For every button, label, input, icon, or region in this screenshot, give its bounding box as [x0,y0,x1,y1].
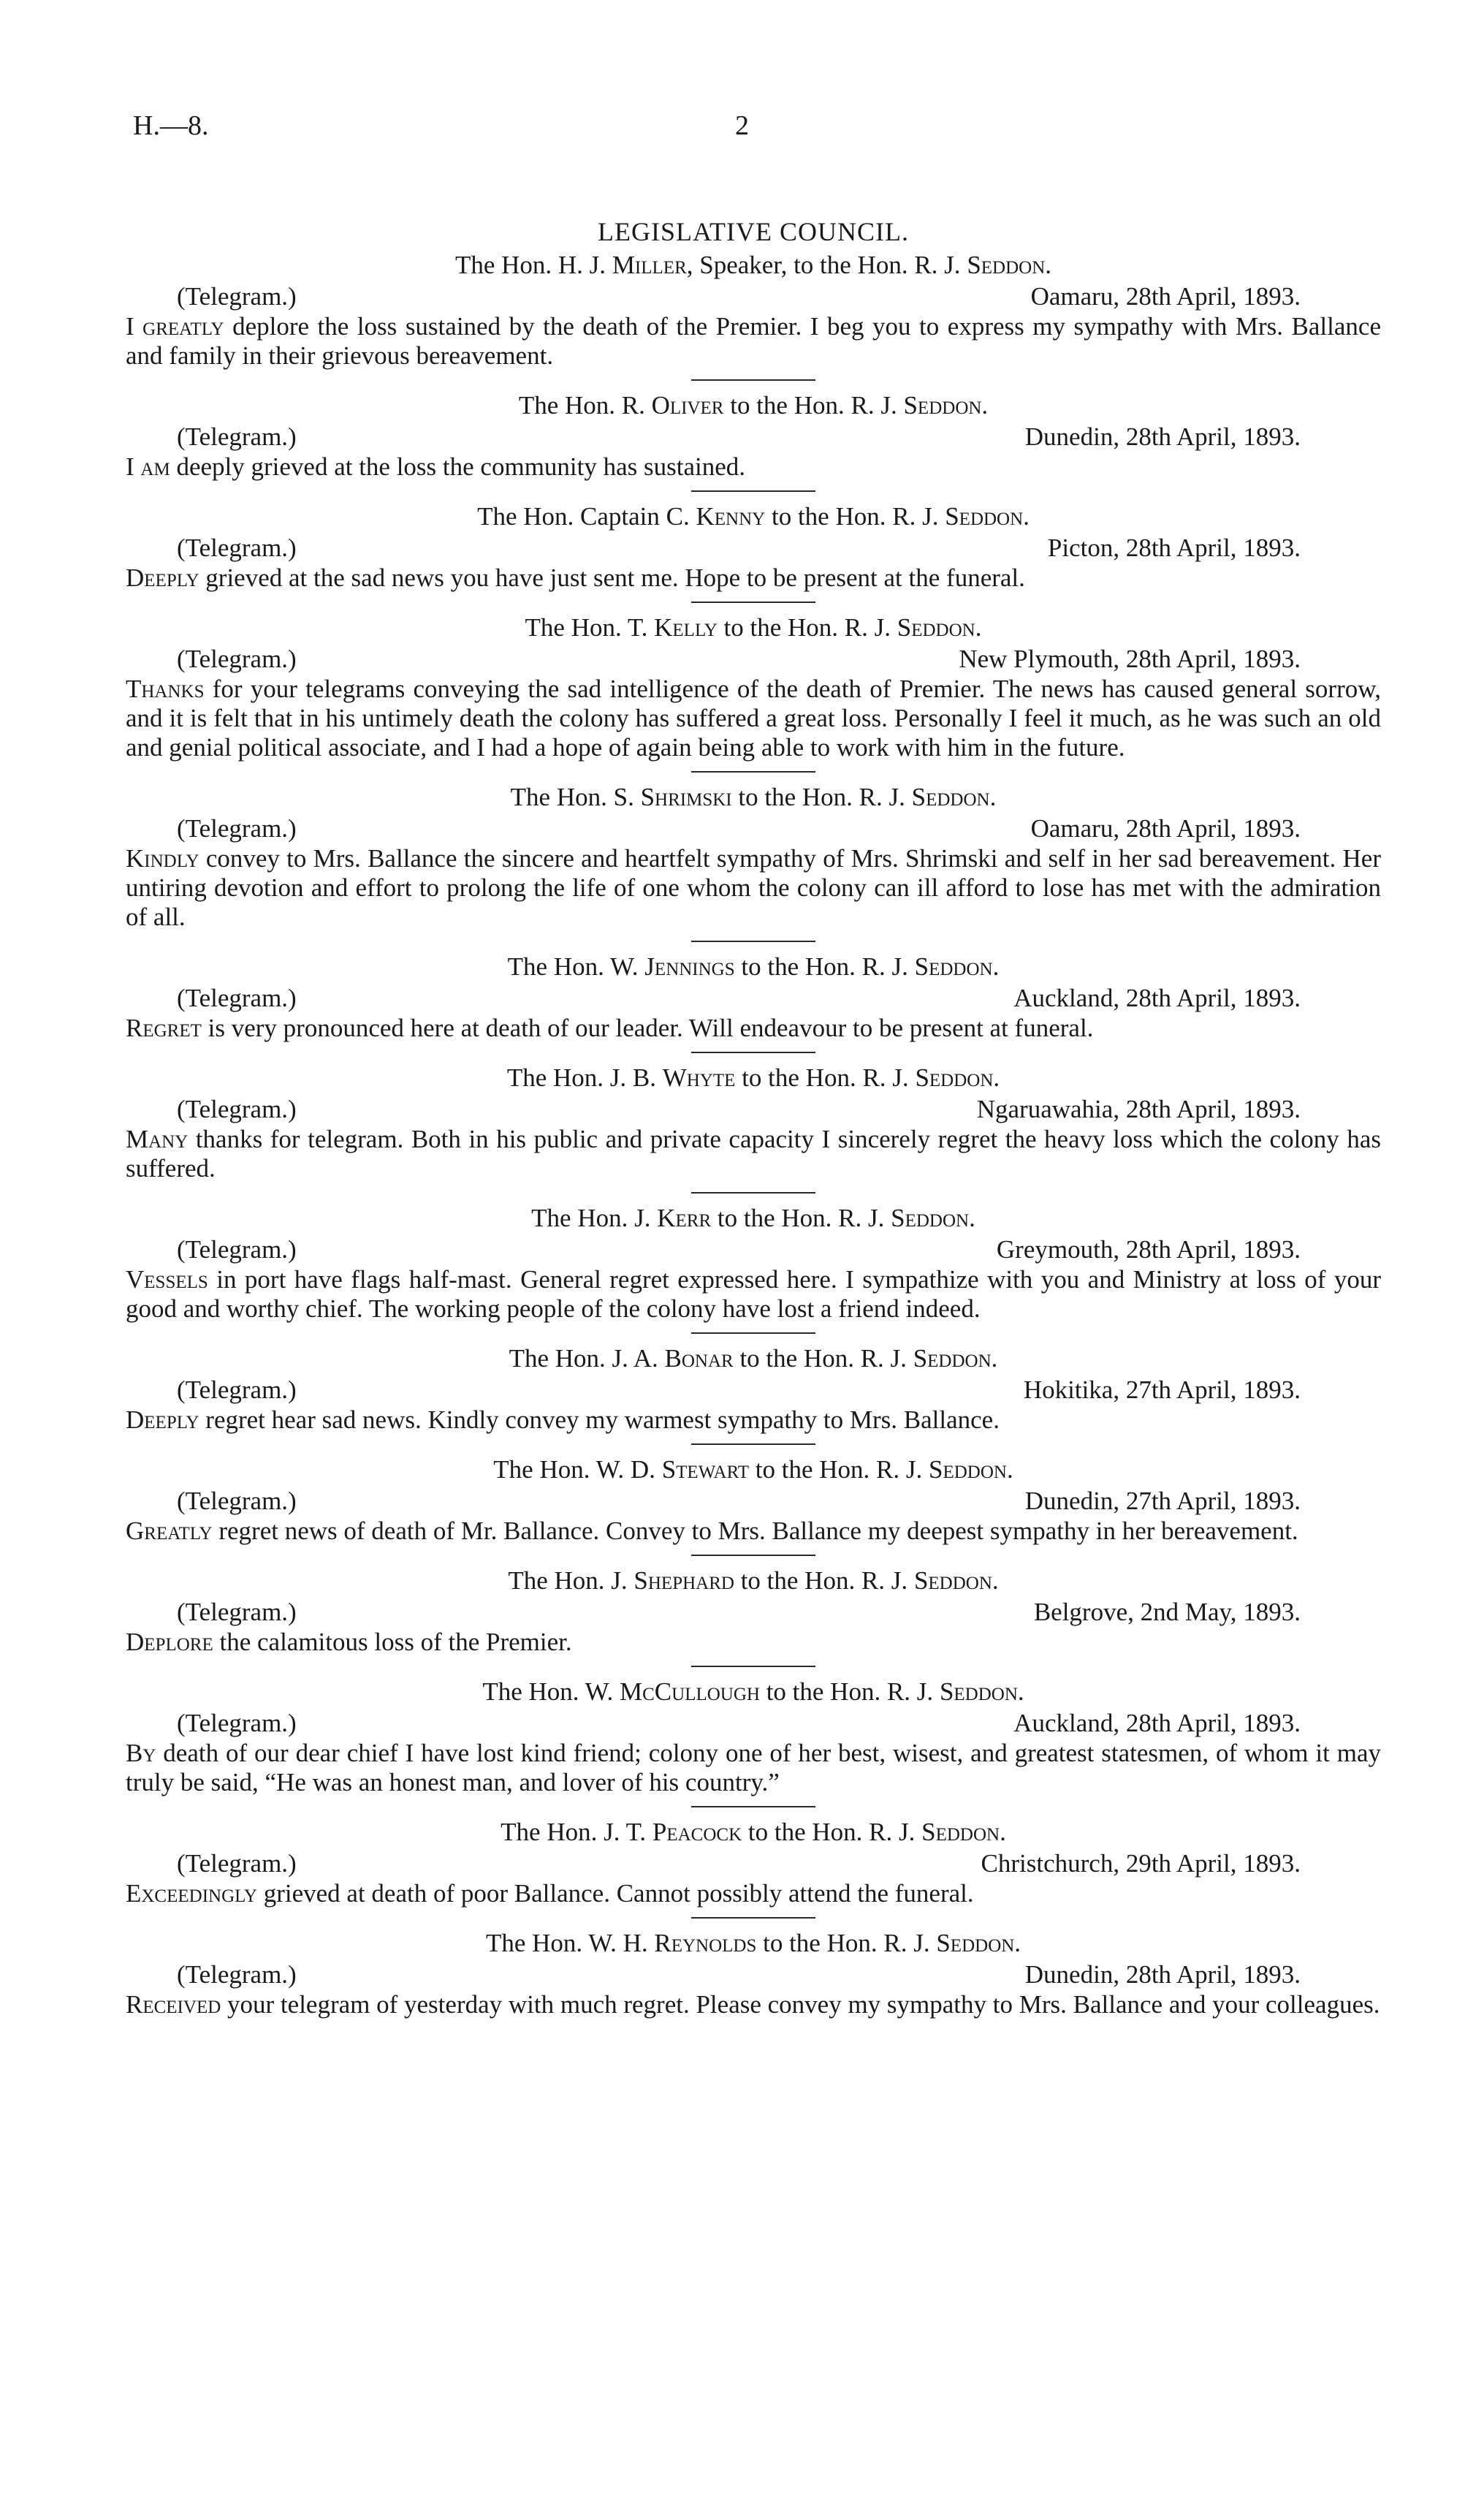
telegram-entry [126,390,1381,482]
heading-mid: to the Hon. R. J. [711,1204,891,1232]
lead-words: Kindly [126,844,199,873]
heading-mid: to the Hon. R. J. [717,613,897,642]
recipient-name: Seddon [967,251,1046,279]
heading-end: . [992,952,1000,981]
heading-from: The Hon. J. A. [509,1344,665,1373]
heading-end: . [1023,502,1030,531]
telegram-text [126,1517,1381,1546]
telegram-label: (Telegram.) [177,1598,297,1626]
lead-words: By [126,1739,156,1767]
sender-name: Peacock [652,1818,742,1846]
entry-heading [126,612,1381,644]
place-date: Dunedin, 27th April, 1893. [1024,1487,1301,1515]
entry-heading [126,951,1381,983]
place-date: Belgrove, 2nd May, 1893. [1033,1598,1301,1626]
telegram-entry [126,1927,1381,2019]
telegram-text [126,1405,1381,1435]
message-body: thanks for telegram. Both in his public and private capacity I sincerely regret the heavy loss which the colony has suffered. [126,1125,1381,1183]
place-date: Dunedin, 28th April, 1893. [1024,1960,1301,1989]
lead-words: Thanks [126,675,205,703]
place-date: Dunedin, 28th April, 1893. [1024,422,1301,451]
telegram-text [126,1879,1381,1908]
telegram-label: (Telegram.) [177,1375,297,1404]
telegram-text [126,312,1381,371]
telegram-label: (Telegram.) [177,1235,297,1264]
lead-words: I am [126,452,170,481]
telegram-meta [126,983,1381,1014]
separator-rule [691,490,815,492]
entry-heading [126,1454,1381,1486]
lead-words: Deeply [126,564,199,592]
sender-name: Oliver [651,391,724,420]
recipient-name: Seddon [939,1677,1018,1706]
heading-mid: to the Hon. R. J. [723,391,904,420]
entry-heading [126,1816,1381,1848]
entry-heading [126,249,1381,281]
message-body: regret hear sad news. Kindly convey my warmest sympathy to Mrs. Ballance. [199,1405,1000,1434]
separator-rule [691,1666,815,1667]
separator-rule [691,1917,815,1919]
entry-heading [126,1676,1381,1708]
sender-name: Kenny [696,502,766,531]
separator-rule [691,379,815,381]
telegram-entry [126,1454,1381,1546]
telegram-label: (Telegram.) [177,1095,297,1123]
telegram-text [126,1265,1381,1324]
telegram-meta [126,1486,1381,1517]
place-date: Oamaru, 28th April, 1893. [1030,282,1301,311]
sender-name: Jennings [644,952,735,981]
lead-words: Deplore [126,1628,213,1656]
telegram-list [126,249,1381,2019]
recipient-name: Seddon [913,1566,992,1595]
telegram-meta [126,1708,1381,1739]
lead-words: Greatly [126,1517,213,1545]
entry-heading [126,1565,1381,1597]
recipient-name: Seddon [911,783,990,811]
recipient-name: Seddon [936,1929,1015,1957]
heading-from: The Hon. S. [510,783,641,811]
message-body: convey to Mrs. Ballance the sincere and heartfelt sympathy of Mrs. Shrimski and self in her sad bereavement. Her untiring devotion and effort to prolong the life of one whom the colony can ill afford to lose has met with the admiration of all. [126,844,1381,931]
heading-from: The Hon. J. [508,1566,634,1595]
heading-from: The Hon. T. [525,613,655,642]
sender-name: Reynolds [654,1929,757,1957]
heading-end: . [981,391,989,420]
telegram-text [126,844,1381,932]
recipient-name: Seddon [921,1818,1000,1846]
recipient-name: Seddon [945,502,1024,531]
telegram-entry [126,249,1381,371]
heading-end: . [991,1344,998,1373]
telegram-entry [126,612,1381,762]
separator-rule [691,1332,815,1334]
sender-name: Kelly [654,613,718,642]
heading-mid: to the Hon. R. J. [731,783,912,811]
lead-words: Exceedingly [126,1879,257,1908]
separator-rule [691,1555,815,1556]
lead-words: Deeply [126,1405,199,1434]
place-date: Christchurch, 29th April, 1893. [981,1849,1301,1878]
entry-heading [126,390,1381,422]
telegram-text [126,564,1381,593]
separator-rule [691,771,815,773]
heading-from: The Hon. J. B. [506,1063,663,1092]
telegram-entry [126,1816,1381,1908]
telegram-label: (Telegram.) [177,282,297,311]
entry-heading [126,1062,1381,1094]
heading-mid: to the Hon. R. J. [733,1344,913,1373]
telegram-meta [126,1959,1381,1990]
telegram-entry [126,1062,1381,1183]
telegram-entry [126,1343,1381,1435]
telegram-label: (Telegram.) [177,534,297,562]
message-body: for your telegrams conveying the sad intelligence of the death of Premier. The news has caused general sorrow, and it is felt that in his untimely death the colony has suffered a great loss. Personally I feel it much, as he was such an old and genial political associate, and I had a hope of again being able to work with him in the future. [126,675,1381,762]
heading-end: . [989,783,997,811]
lead-words: Vessels [126,1265,208,1294]
telegram-meta [126,533,1381,564]
heading-end: . [975,613,982,642]
sender-name: Stewart [661,1455,750,1484]
message-body: the calamitous loss of the Premier. [213,1628,572,1656]
separator-rule [691,941,815,942]
heading-mid: to the Hon. R. J. [759,1677,940,1706]
lead-words: I greatly [126,312,224,341]
telegram-meta [126,1234,1381,1265]
separator-rule [691,1192,815,1194]
message-body: in port have flags half-mast. General regret expressed here. I sympathize with you and Ministry at loss of your good and worthy chief. The working people of the colony have lost a friend indeed. [126,1265,1381,1323]
heading-end: . [993,1063,1000,1092]
telegram-meta [126,813,1381,844]
sender-name: Shephard [633,1566,734,1595]
heading-from: The Hon. R. [518,391,652,420]
place-date: Auckland, 28th April, 1893. [1013,1709,1301,1737]
place-date: Hokitika, 27th April, 1893. [1023,1375,1301,1404]
telegram-label: (Telegram.) [177,1709,297,1737]
telegram-entry [126,501,1381,593]
entry-heading [126,1202,1381,1234]
telegram-meta [126,1375,1381,1405]
sender-name: Kerr [657,1204,712,1232]
heading-from: The Hon. W. H. [485,1929,655,1957]
telegram-entry [126,1565,1381,1657]
recipient-name: Seddon [913,1344,992,1373]
telegram-meta [126,422,1381,452]
heading-end: . [1014,1929,1021,1957]
message-body: your telegram of yesterday with much regret. Please convey my sympathy to Mrs. Ballance and your colleagues. [221,1990,1380,2019]
telegram-label: (Telegram.) [177,1960,297,1989]
page-header [124,110,1360,153]
heading-end: . [1000,1818,1006,1846]
telegram-meta [126,1597,1381,1628]
telegram-label: (Telegram.) [177,814,297,843]
place-date: Picton, 28th April, 1893. [1047,534,1301,562]
recipient-name: Seddon [903,391,982,420]
telegram-label: (Telegram.) [177,422,297,451]
entry-heading [126,501,1381,533]
heading-from: The Hon. Captain C. [477,502,696,531]
heading-mid: to the Hon. R. J. [734,952,915,981]
recipient-name: Seddon [891,1204,970,1232]
heading-from: The Hon. J. [531,1204,658,1232]
telegram-text [126,1125,1381,1183]
heading-from: The Hon. J. T. [501,1818,652,1846]
telegram-text [126,675,1381,762]
heading-end: . [969,1204,975,1232]
recipient-name: Seddon [929,1455,1007,1484]
heading-from: The Hon. W. [507,952,645,981]
paper-reference: H.—8. [133,110,209,141]
heading-mid: to the Hon. R. J. [749,1455,929,1484]
message-body: grieved at death of poor Ballance. Cannot possibly attend the funeral. [256,1879,974,1908]
message-body: is very pronounced here at death of our leader. Will endeavour to be present at funeral. [201,1014,1094,1042]
separator-rule [691,1052,815,1053]
telegram-label: (Telegram.) [177,1849,297,1878]
telegram-entry [126,951,1381,1043]
section-title: LEGISLATIVE COUNCIL. [598,217,909,246]
entry-heading [126,781,1381,813]
recipient-name: Seddon [897,613,975,642]
message-body: deplore the loss sustained by the death of the Premier. I beg you to express my sympathy with Mrs. Ballance and family in their grievous bereavement. [126,312,1381,370]
lead-words: Many [126,1125,189,1153]
telegram-meta [126,644,1381,675]
separator-rule [691,602,815,603]
heading-mid: , Speaker, to the Hon. R. J. [686,251,967,279]
telegram-text [126,1990,1381,2019]
separator-rule [691,1443,815,1445]
telegram-text [126,1628,1381,1657]
message-body: death of our dear chief I have lost kind friend; colony one of her best, wisest, and greatest statesmen, of whom it may truly be said, “He was an honest man, and lover of his country.” [126,1739,1381,1796]
separator-rule [691,1806,815,1807]
message-body: grieved at the sad news you have just sent me. Hope to be present at the funeral. [199,564,1025,592]
message-body: regret news of death of Mr. Ballance. Convey to Mrs. Ballance my deepest sympathy in her bereavement. [212,1517,1298,1545]
telegram-text [126,1739,1381,1797]
heading-from: The Hon. W. [482,1677,620,1706]
lead-words: Received [126,1990,221,2019]
telegram-label: (Telegram.) [177,645,297,673]
sender-name: Bonar [664,1344,734,1373]
telegram-meta [126,281,1381,312]
recipient-name: Seddon [914,952,993,981]
sender-name: McCullough [620,1677,760,1706]
place-date: Ngaruawahia, 28th April, 1893. [976,1095,1301,1123]
telegram-entry [126,1676,1381,1797]
sender-name: Whyte [662,1063,736,1092]
entry-heading [126,1343,1381,1375]
telegram-meta [126,1094,1381,1125]
heading-end: . [992,1566,999,1595]
document-body [126,216,1381,2019]
page-number: 2 [735,110,749,141]
telegram-entry [126,1202,1381,1324]
heading-mid: to the Hon. R. J. [735,1063,916,1092]
entry-heading [126,1927,1381,1959]
heading-end: . [1006,1455,1013,1484]
heading-from: The Hon. W. D. [493,1455,662,1484]
telegram-label: (Telegram.) [177,984,297,1012]
heading-mid: to the Hon. R. J. [734,1566,914,1595]
sender-name: Miller [612,251,687,279]
heading-end: . [1017,1677,1024,1706]
sender-name: Shrimski [640,783,732,811]
heading-mid: to the Hon. R. J. [742,1818,922,1846]
place-date: Auckland, 28th April, 1893. [1013,984,1301,1012]
place-date: Greymouth, 28th April, 1893. [996,1235,1301,1264]
telegram-text [126,1014,1381,1043]
place-date: New Plymouth, 28th April, 1893. [959,645,1301,673]
heading-from: The Hon. H. J. [454,251,612,279]
telegram-entry [126,781,1381,932]
lead-words: Regret [126,1014,202,1042]
heading-end: . [1045,251,1052,279]
message-body: deeply grieved at the loss the community has sustained. [170,452,746,481]
telegram-text [126,452,1381,482]
heading-mid: to the Hon. R. J. [756,1929,937,1957]
heading-mid: to the Hon. R. J. [765,502,945,531]
recipient-name: Seddon [915,1063,994,1092]
telegram-meta [126,1848,1381,1879]
telegram-label: (Telegram.) [177,1487,297,1515]
place-date: Oamaru, 28th April, 1893. [1030,814,1301,843]
